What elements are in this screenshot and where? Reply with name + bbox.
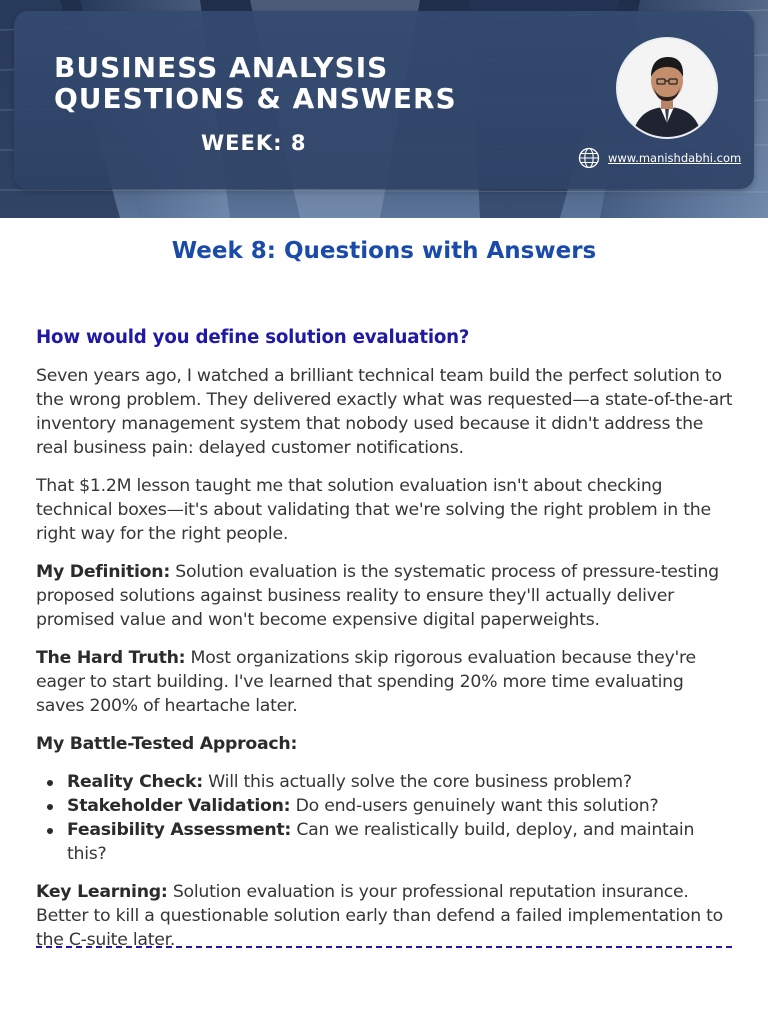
definition-paragraph — [36, 560, 736, 632]
key-learning-paragraph — [36, 880, 736, 952]
approach-item-label: Reality Check: — [67, 772, 203, 792]
banner-title-line1: BUSINESS ANALYSIS — [54, 51, 389, 84]
header-banner — [0, 0, 768, 218]
approach-list — [36, 770, 736, 866]
key-learning-text: Solution evaluation is your professional reputation insurance. Better to kill a questionable solution early than defend a failed implementation to the C-suite later. — [36, 882, 723, 950]
approach-item-label: Feasibility Assessment: — [67, 820, 292, 840]
website-row — [578, 147, 741, 169]
list-item — [67, 770, 736, 794]
person-photo — [618, 39, 716, 137]
banner-title — [54, 52, 457, 114]
website-link[interactable]: www.manishdabhi.com — [608, 151, 742, 165]
approach-item-text: Can we realistically build, deploy, and maintain this? — [67, 820, 695, 864]
list-item — [67, 818, 736, 866]
approach-item-text: Do end-users genuinely want this solution? — [290, 796, 659, 816]
banner-title-line2: QUESTIONS & ANSWERS — [54, 82, 457, 115]
lesson-paragraph: That $1.2M lesson taught me that solution evaluation isn't about checking technical boxes—it's about validating that we're solving the right problem in the right way for the right people. — [36, 476, 711, 544]
hard-truth-label: The Hard Truth: — [36, 648, 186, 668]
approach-item-text: Will this actually solve the core business problem? — [202, 772, 632, 792]
approach-heading-text: My Battle-Tested Approach: — [36, 734, 298, 754]
list-item — [67, 794, 736, 818]
hard-truth-paragraph — [36, 646, 736, 718]
page-heading: Week 8: Questions with Answers — [171, 238, 597, 264]
key-learning-label: Key Learning: — [36, 882, 168, 902]
avatar — [618, 39, 716, 137]
question-heading: How would you define solution evaluation? — [36, 327, 470, 348]
section-divider — [36, 946, 732, 948]
approach-item-label: Stakeholder Validation: — [67, 796, 291, 816]
globe-icon — [578, 147, 600, 169]
intro-paragraph: Seven years ago, I watched a brilliant technical team build the perfect solution to the wrong problem. They delivered exactly what was requested—a state-of-the-art inventory management system that nobody used because it didn't address the real business pain: delayed customer notifications. — [36, 366, 733, 458]
definition-label: My Definition: — [36, 562, 170, 582]
week-label: WEEK: 8 — [201, 131, 307, 155]
hard-truth-text: Most organizations skip rigorous evaluation because they're eager to start building. I've learned that spending 20% more time evaluating saves 200% of heartache later. — [36, 648, 696, 716]
article-body — [36, 326, 736, 966]
definition-text: Solution evaluation is the systematic process of pressure-testing proposed solutions against business reality to ensure they'll actually deliver promised value and won't become expensive digital paperweights. — [36, 562, 719, 630]
approach-heading — [36, 732, 736, 756]
